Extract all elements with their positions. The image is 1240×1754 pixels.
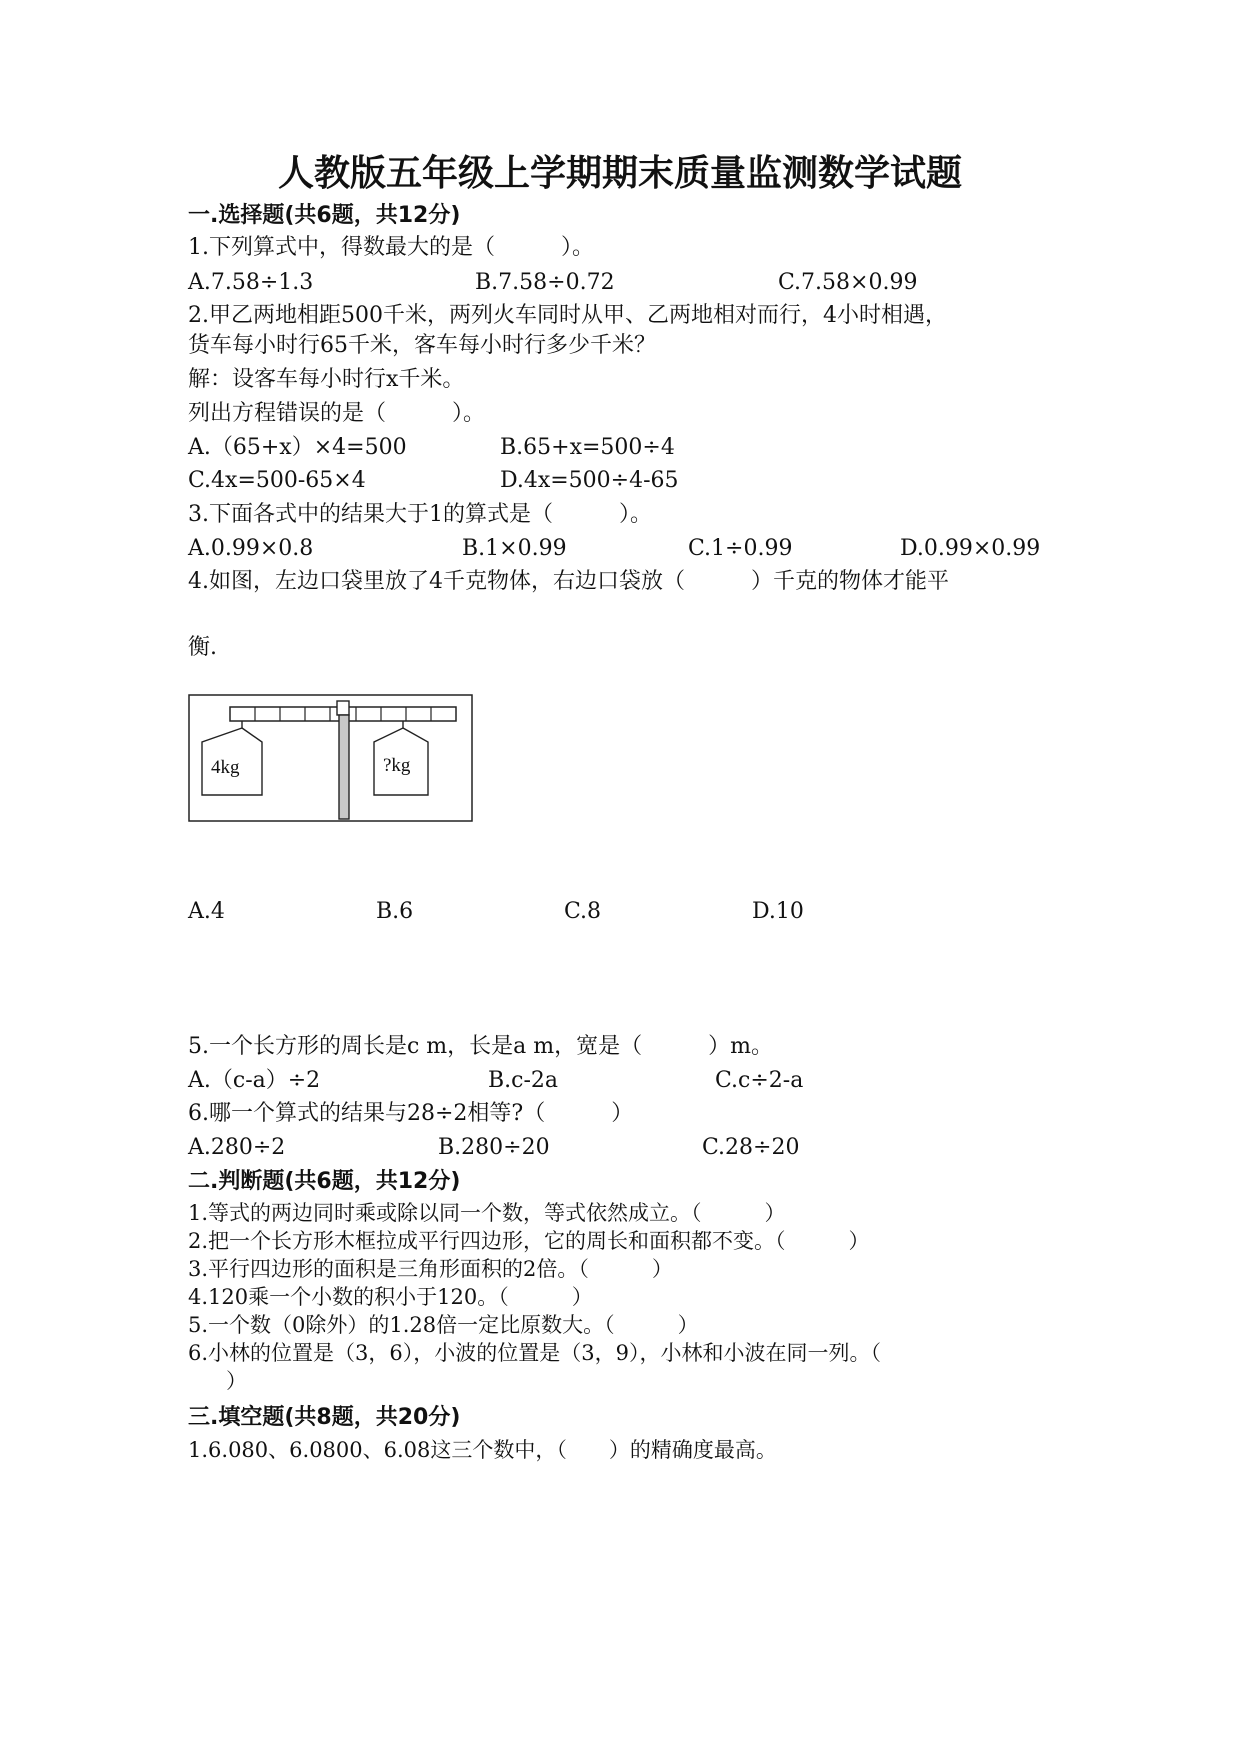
question-5-option-a: A.（c-a）÷2 xyxy=(188,1068,321,1093)
question-3-option-a: A.0.99×0.8 xyxy=(188,536,314,561)
question-4-option-b: B.6 xyxy=(376,899,414,924)
question-2-option-b: B.65+x=500÷4 xyxy=(500,435,675,460)
question-4-stem-line-1: 4.如图，左边口袋里放了4千克物体，右边口袋放（ ）千克的物体才能平 xyxy=(188,569,949,594)
question-1-option-b: B.7.58÷0.72 xyxy=(475,270,615,295)
question-2-option-c: C.4x=500-65×4 xyxy=(188,468,366,493)
question-6-stem: 6.哪一个算式的结果与28÷2相等?（ ） xyxy=(188,1101,634,1126)
question-3-option-d: D.0.99×0.99 xyxy=(900,536,1041,561)
question-4-stem-line-2: 衡. xyxy=(188,635,217,660)
question-2-option-d: D.4x=500÷4-65 xyxy=(500,468,679,493)
section-heading-choice: 一.选择题(共6题，共12分) xyxy=(188,203,461,228)
judge-item-1: 1.等式的两边同时乘或除以同一个数，等式依然成立。（ ） xyxy=(188,1201,786,1225)
question-6-option-c: C.28÷20 xyxy=(702,1135,800,1160)
left-bag-label: 4kg xyxy=(211,757,240,778)
question-4-option-d: D.10 xyxy=(752,899,804,924)
judge-item-3: 3.平行四边形的面积是三角形面积的2倍。（ ） xyxy=(188,1257,673,1281)
question-2-solution: 解：设客车每小时行x千米。 xyxy=(188,367,465,392)
question-3-option-b: B.1×0.99 xyxy=(462,536,567,561)
balance-scale-figure xyxy=(188,694,473,822)
question-1-option-c: C.7.58×0.99 xyxy=(778,270,918,295)
question-5-option-b: B.c-2a xyxy=(488,1068,559,1093)
fill-item-1: 1.6.080、6.0800、6.08这三个数中，（ ）的精确度最高。 xyxy=(188,1438,777,1462)
judge-item-6: 6.小林的位置是（3，6），小波的位置是（3，9），小林和小波在同一列。（ xyxy=(188,1341,881,1365)
scale-pivot xyxy=(337,701,349,715)
right-bag-label: ?kg xyxy=(383,755,411,776)
question-6-option-a: A.280÷2 xyxy=(188,1135,286,1160)
question-2-stem-line-1: 2.甲乙两地相距500千米，两列火车同时从甲、乙两地相对而行，4小时相遇， xyxy=(188,303,947,328)
question-3-option-c: C.1÷0.99 xyxy=(688,536,793,561)
section-heading-fill: 三.填空题(共8题，共20分) xyxy=(188,1405,461,1430)
question-3-stem: 3.下面各式中的结果大于1的算式是（ ）。 xyxy=(188,502,652,527)
judge-item-2: 2.把一个长方形木框拉成平行四边形，它的周长和面积都不变。（ ） xyxy=(188,1229,870,1253)
question-2-stem-line-2: 货车每小时行65千米，客车每小时行多少千米？ xyxy=(188,333,656,358)
question-1-stem: 1.下列算式中，得数最大的是（ ）。 xyxy=(188,235,594,260)
question-4-option-c: C.8 xyxy=(564,899,602,924)
question-6-option-b: B.280÷20 xyxy=(438,1135,550,1160)
judge-item-4: 4.120乘一个小数的积小于120。（ ） xyxy=(188,1285,593,1309)
section-heading-judge: 二.判断题(共6题，共12分) xyxy=(188,1169,461,1194)
question-4-option-a: A.4 xyxy=(188,899,225,924)
page-title: 人教版五年级上学期期末质量监测数学试题 xyxy=(277,153,962,194)
question-2-ask: 列出方程错误的是（ ）。 xyxy=(188,401,486,426)
question-5-option-c: C.c÷2-a xyxy=(715,1068,804,1093)
question-5-stem: 5.一个长方形的周长是c m，长是a m，宽是（ ）m。 xyxy=(188,1034,773,1059)
question-1-option-a: A.7.58÷1.3 xyxy=(188,270,314,295)
judge-item-5: 5.一个数（0除外）的1.28倍一定比原数大。（ ） xyxy=(188,1313,699,1337)
question-2-option-a: A.（65+x）×4=500 xyxy=(188,435,407,460)
judge-item-6-continuation: ） xyxy=(226,1369,247,1393)
scale-post xyxy=(339,715,349,819)
